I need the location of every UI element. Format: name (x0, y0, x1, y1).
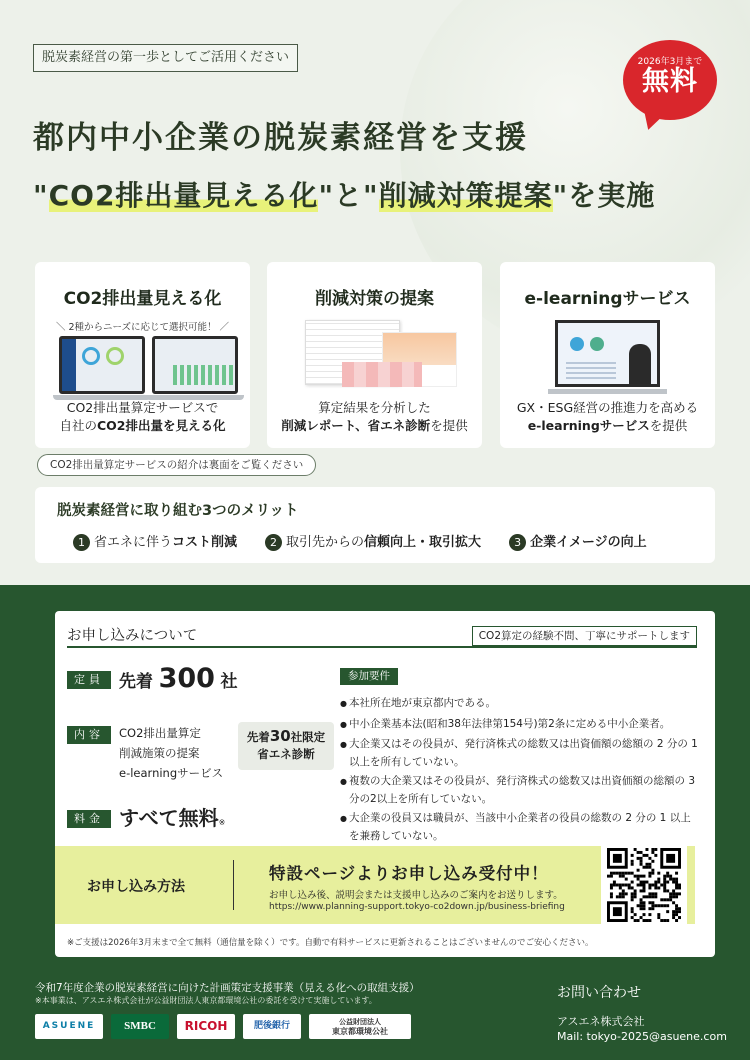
content-item: 削減施策の提案 (119, 746, 200, 760)
capacity-unit: 社 (220, 672, 238, 692)
card-desc-line1: 算定結果を分析した (318, 400, 431, 415)
logo-tokyo-env (309, 1014, 411, 1039)
divider (233, 860, 234, 910)
number-badge: 2 (265, 534, 282, 551)
laptop-image (152, 336, 238, 394)
requirement-item: ● 大企業又はその役員が、発行済株式の総数又は出資価額の総額の 2 分の 1 以上を所有していない。 (340, 736, 700, 770)
merit-item (265, 531, 481, 551)
method-url[interactable]: https://www.planning-support.tokyo-co2down.jp/business-briefing (269, 902, 565, 912)
highlight-visualization: CO2排出量見える化 (48, 179, 319, 212)
elearning-image (555, 320, 660, 387)
back-page-note: CO2排出量算定サービスの紹介は裏面をご覧ください (37, 454, 316, 476)
contact-title: お問い合わせ (557, 985, 641, 1001)
capacity-label: 定員 (67, 671, 111, 689)
contact-company: アスエネ株式会社 (557, 1015, 645, 1028)
content-item: e-learningサービス (119, 766, 224, 780)
merit-item (73, 531, 237, 551)
logo-text: 東京都環境公社 (332, 1027, 388, 1036)
tagline: 脱炭素経営の第一歩としてご活用ください (33, 44, 298, 72)
card-desc-bold: e-learningサービス (527, 418, 650, 433)
support-box: CO2算定の経験不問、丁寧にサポートします (472, 626, 697, 646)
fee-label: 料金 (67, 810, 111, 828)
card-desc-post: を提供 (430, 418, 468, 433)
badge-free: 無料 (642, 66, 698, 97)
card-desc-bold: 削減レポート、省エネ診断 (281, 418, 431, 433)
requirement-item: ● 中小企業基本法(昭和38年法律第154号)第2条に定める中小企業者。 (340, 716, 700, 734)
badge-period: 2026年3月まで (637, 57, 703, 67)
content-label: 内容 (67, 726, 111, 744)
number-badge: 3 (509, 534, 526, 551)
merit-bold: 信頼向上・取引拡大 (364, 535, 482, 550)
requirement-item: ● 本社所在地が東京都内である。 (340, 695, 700, 713)
contact-email[interactable]: Mail: tokyo-2025@asuene.com (557, 1030, 727, 1043)
card-elearning (500, 262, 715, 448)
merit-bold: 企業イメージの向上 (530, 535, 647, 550)
capacity-number: 300 (158, 663, 215, 694)
application-method (55, 846, 695, 924)
merit-item (509, 531, 647, 551)
card-title: 削減対策の提案 (315, 289, 434, 309)
project-name: 令和7年度企業の脱炭素経営に向けた計画策定支援事業（見える化への取組支援） (35, 982, 420, 994)
card-desc-pre: 自社の (59, 418, 97, 433)
card-desc-post: を提供 (649, 418, 688, 433)
card-title: e-learningサービス (524, 289, 691, 309)
report-image (342, 362, 422, 387)
qr-code-image (607, 848, 681, 922)
logo-smbc: SMBC (111, 1014, 169, 1039)
merits-title: 脱炭素経営に取り組む3つのメリット (57, 503, 299, 519)
content-item: CO2排出量算定 (119, 726, 201, 740)
number-badge: 1 (73, 534, 90, 551)
commission-note: ※本事業は、アスエネ株式会社が公益財団法人東京都環境公社の委託を受けて実施しています。 (35, 996, 377, 1005)
merit-text: 取引先からの (286, 535, 365, 550)
logo-asuene: ASUENE (35, 1014, 103, 1039)
headline: 都内中小企業の脱炭素経営を支援 (33, 120, 528, 156)
sponsor-logos (35, 1014, 411, 1039)
limited-pre: 先着 (246, 730, 270, 744)
requirements-label: 参加要件 (340, 668, 398, 685)
highlight-proposal: 削減対策提案 (378, 179, 553, 212)
requirement-item: ● 大企業の役員又は職員が、当該中小企業者の役員の総数の 2 分の 1 以上を兼務していない。 (340, 810, 700, 844)
subheadline (33, 174, 655, 214)
merits-box (35, 487, 715, 563)
card-proposal (267, 262, 482, 448)
capacity-pre: 先着 (119, 672, 153, 692)
card-desc-line1: CO2排出量算定サービスで (66, 400, 219, 415)
card-visualization (35, 262, 250, 448)
quote-close: "を実施 (552, 179, 656, 212)
quote-and: "と" (318, 179, 379, 212)
quote-open: " (33, 179, 49, 212)
card-title: CO2排出量見える化 (63, 289, 222, 309)
card-desc-bold: CO2排出量を見える化 (97, 418, 226, 433)
panel-title: お申し込みについて (67, 628, 198, 644)
requirements-list (340, 695, 700, 847)
logo-higo-bank: 肥後銀行 (243, 1014, 301, 1039)
fee-value: すべて無料 (119, 806, 219, 830)
limited-line2: 省エネ診断 (257, 747, 315, 761)
application-panel (55, 611, 715, 957)
qr-code[interactable] (601, 842, 687, 928)
card-subnote: ＼ 2種からニーズに応じて選択可能！ ／ (55, 322, 230, 333)
fee-mark: ※ (218, 818, 226, 827)
merit-text: 省エネに伴う (94, 535, 173, 550)
limited-box (238, 722, 334, 770)
method-description: お申し込み後、説明会または支援申し込みのご案内をお送りします。 (269, 890, 563, 901)
card-desc-line1: GX・ESG経営の推進力を高める (516, 400, 699, 415)
requirement-item: ● 複数の大企業又はその役員が、発行済株式の総数又は出資価額の総額の 3分の2以上を所有していない。 (340, 773, 700, 807)
method-heading: 特設ページよりお申し込み受付中！ (269, 864, 549, 883)
method-label: お申し込み方法 (87, 879, 185, 895)
merit-bold: コスト削減 (172, 535, 238, 550)
limited-post: 社限定 (290, 730, 326, 744)
limited-number: 30 (269, 727, 291, 745)
divider (67, 646, 697, 648)
footnote: ※ご支援は2026年3月末まで全て無料（通信量を除く）です。自動で有料サービスに更新されることはございませんのでご安心ください。 (67, 938, 594, 948)
laptop-image (59, 336, 145, 394)
free-badge (623, 40, 717, 120)
logo-small-text: 公益財団法人 (339, 1018, 381, 1026)
logo-ricoh: RICOH (177, 1014, 235, 1039)
